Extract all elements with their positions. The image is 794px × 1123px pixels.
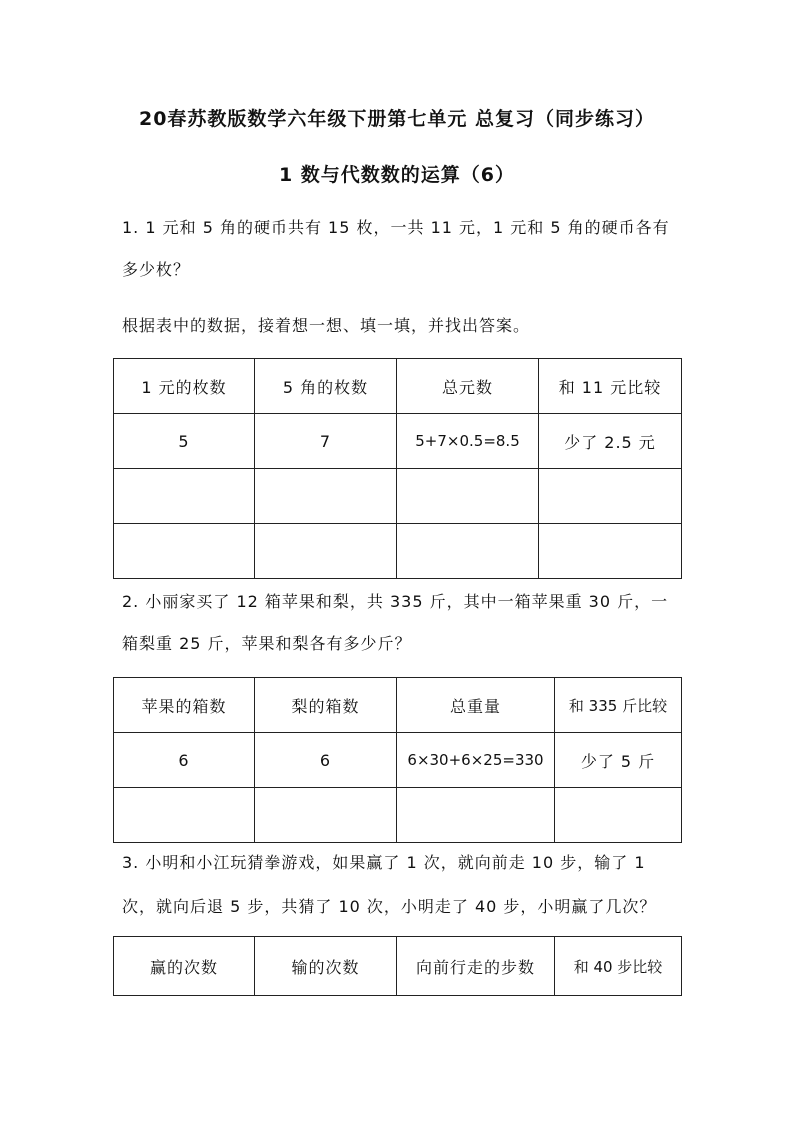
answer-cell[interactable] — [397, 524, 539, 579]
answer-cell[interactable] — [539, 524, 682, 579]
answer-cell[interactable] — [255, 788, 397, 843]
table-cell: 5+7×0.5=8.5 — [397, 414, 539, 469]
table-row-blank — [114, 469, 682, 524]
header-cell: 总重量 — [397, 678, 555, 733]
header-cell: 赢的次数 — [114, 937, 255, 996]
header-cell: 5 角的枚数 — [255, 359, 397, 414]
header-cell: 向前行走的步数 — [397, 937, 555, 996]
section-subtitle: 1 数与代数数的运算（6） — [278, 164, 516, 186]
table-cell: 少了 5 斤 — [555, 733, 682, 788]
header-cell: 1 元的枚数 — [114, 359, 255, 414]
answer-cell[interactable] — [255, 469, 397, 524]
table-cell: 6 — [114, 733, 255, 788]
q3-table — [113, 936, 682, 996]
table-row-blank — [114, 524, 682, 579]
table-header-row — [114, 678, 682, 733]
q1-text-line1: 1. 1 元和 5 角的硬币共有 15 枚，一共 11 元，1 元和 5 角的硬币各有 — [122, 218, 670, 237]
header-cell: 输的次数 — [255, 937, 397, 996]
q1-text-line2: 多少枚？ — [122, 260, 191, 279]
table-row-blank — [114, 788, 682, 843]
answer-cell[interactable] — [114, 788, 255, 843]
q3-text-line1: 3. 小明和小江玩猜拳游戏，如果赢了 1 次，就向前走 10 步，输了 1 — [122, 853, 646, 872]
header-cell: 总元数 — [397, 359, 539, 414]
table-cell: 6 — [255, 733, 397, 788]
table-cell: 7 — [255, 414, 397, 469]
table-header-row — [114, 359, 682, 414]
worksheet-title: 20春苏教版数学六年级下册第七单元 总复习（同步练习） — [138, 108, 656, 130]
table-header-row — [114, 937, 682, 996]
q1-instruction: 根据表中的数据，接着想一想、填一填，并找出答案。 — [122, 316, 531, 335]
table-row — [114, 733, 682, 788]
answer-cell[interactable] — [397, 469, 539, 524]
header-cell: 苹果的箱数 — [114, 678, 255, 733]
answer-cell[interactable] — [255, 524, 397, 579]
q1-table — [113, 358, 682, 579]
answer-cell[interactable] — [114, 469, 255, 524]
q2-text-line1: 2. 小丽家买了 12 箱苹果和梨，共 335 斤，其中一箱苹果重 30 斤，一 — [122, 592, 669, 611]
answer-cell[interactable] — [114, 524, 255, 579]
table-cell: 5 — [114, 414, 255, 469]
header-cell: 和 335 斤比较 — [555, 678, 682, 733]
table-row — [114, 414, 682, 469]
header-cell: 和 40 步比较 — [555, 937, 682, 996]
q2-table — [113, 677, 682, 843]
answer-cell[interactable] — [539, 469, 682, 524]
answer-cell[interactable] — [555, 788, 682, 843]
table-cell: 6×30+6×25=330 — [397, 733, 555, 788]
answer-cell[interactable] — [397, 788, 555, 843]
q2-text-line2: 箱梨重 25 斤，苹果和梨各有多少斤？ — [122, 634, 412, 653]
header-cell: 和 11 元比较 — [539, 359, 682, 414]
q3-text-line2: 次，就向后退 5 步，共猜了 10 次，小明走了 40 步，小明赢了几次？ — [122, 897, 657, 916]
header-cell: 梨的箱数 — [255, 678, 397, 733]
table-cell: 少了 2.5 元 — [539, 414, 682, 469]
